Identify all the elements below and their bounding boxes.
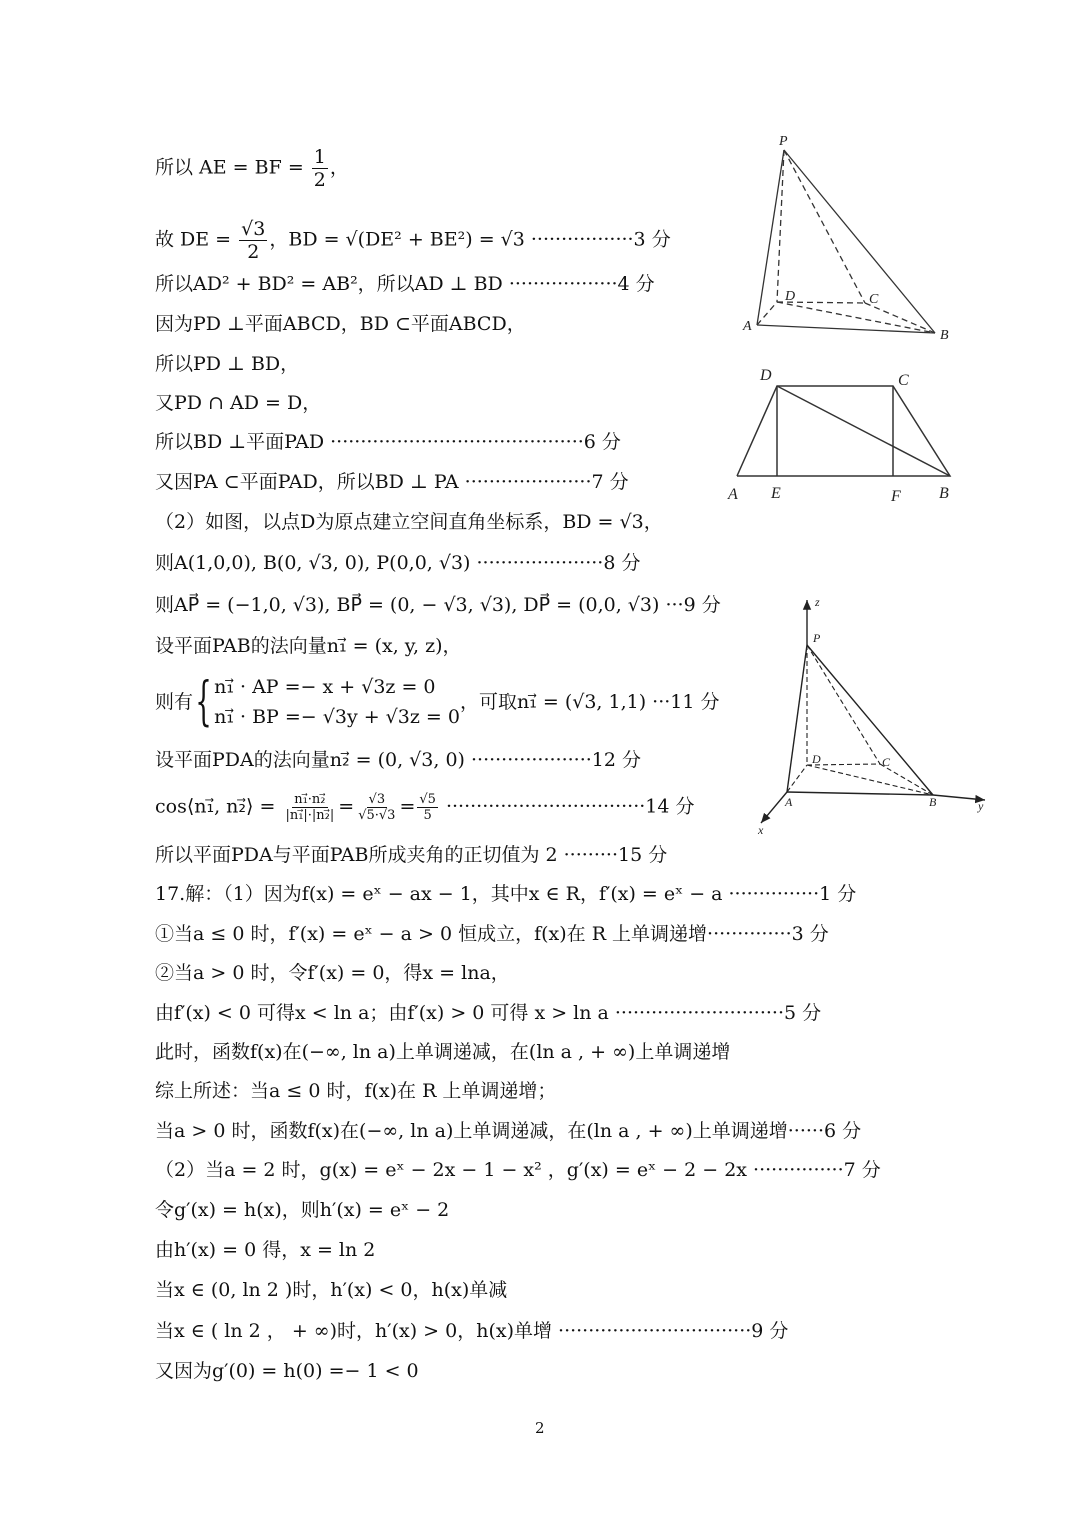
text-line: 又因PA ⊂平面PAD，所以BD ⊥ PA ·····················7 分	[155, 471, 629, 493]
denominator: 5	[423, 808, 432, 823]
numerator: √3	[368, 792, 386, 807]
text-line: 17.解：（1）因为f(x) = eˣ − ax − 1，其中x ∈ R，f′(x) = eˣ − a ···············1 分	[155, 883, 857, 905]
text-line: 又PD ∩ AD = D，	[155, 392, 322, 414]
text-line: 当a > 0 时，函数f(x)在(−∞, ln a)上单调递减，在(ln a , + ∞)上单调递增······6 分	[155, 1120, 862, 1142]
text: ，可取n₁⃗ = (√3, 1,1) ···11 分	[459, 691, 720, 713]
label-e: E	[771, 485, 781, 502]
label-y-axis: y	[978, 799, 984, 813]
coordinate-figure	[761, 600, 985, 823]
text-line: （2）当a = 2 时，g(x) = eˣ − 2x − 1 − x² ，g′(x) = eˣ − 2 − 2x ···············7 分	[155, 1159, 881, 1181]
text-line: ①当a ≤ 0 时，f′(x) = eˣ − a > 0 恒成立，f(x)在 R 上单调递增··············3 分	[155, 923, 829, 945]
equals: =	[399, 795, 416, 818]
brace: {	[195, 672, 212, 732]
pyramid-figure	[757, 150, 935, 333]
text-line: 又因为g′(0) = h(0) =− 1 < 0	[155, 1360, 419, 1382]
text-line: 因为PD ⊥平面ABCD，BD ⊂平面ABCD，	[155, 313, 526, 335]
text-line: 则A(1,0,0), B(0, √3, 0), P(0,0, √3) ·····················8 分	[155, 552, 641, 574]
label-a: A	[785, 795, 793, 809]
text: 则有	[155, 691, 194, 713]
text-line: 由h′(x) = 0 得，x = ln 2	[155, 1239, 376, 1261]
label-c: C	[898, 372, 909, 389]
label-d: D	[812, 752, 821, 766]
equals: =	[338, 795, 355, 818]
label-c: C	[882, 755, 891, 769]
text-line: （2）如图，以点D为原点建立空间直角坐标系，BD = √3，	[155, 511, 663, 533]
label-z-axis: z	[815, 595, 820, 609]
label-b: B	[939, 485, 949, 502]
label-b: B	[929, 795, 937, 809]
text: cos⟨n₁⃗, n₂⃗⟩ =	[155, 795, 282, 818]
text-line: 则AP⃗ = (−1,0, √3), BP⃗ = (0, − √3, √3), DP⃗ = (0,0, √3) ···9 分	[155, 594, 721, 616]
text: ，	[329, 156, 349, 179]
label-p: P	[813, 631, 821, 645]
label-b: B	[940, 328, 949, 343]
label-d: D	[760, 367, 772, 384]
text-line: 由f′(x) < 0 可得x < ln a；由f′(x) > 0 可得 x > ln a ····························5 分	[155, 1002, 822, 1024]
numerator: n₁⃗·n₂⃗	[294, 792, 326, 807]
numerator: 1	[313, 146, 326, 168]
label-x-axis: x	[758, 823, 764, 837]
denominator: 2	[313, 169, 326, 191]
numerator: √5	[419, 792, 436, 807]
label-f: F	[891, 488, 901, 505]
label-c: C	[869, 292, 879, 307]
text-line: ②当a > 0 时，令f′(x) = 0，得x = lna，	[155, 962, 510, 984]
denominator: |n₁⃗|·|n₂⃗|	[285, 808, 335, 823]
text: 故 DE =	[155, 228, 238, 251]
label-a: A	[743, 319, 752, 334]
text-line: 此时，函数f(x)在(−∞, ln a)上单调递减，在(ln a , + ∞)上单调递增	[155, 1041, 731, 1063]
label-p: P	[779, 134, 788, 149]
text-line: 令g′(x) = h(x)，则h′(x) = eˣ − 2	[155, 1199, 450, 1221]
equation-row: n₁⃗ · BP =− √3y + √3z = 0	[214, 706, 460, 728]
numerator: √3	[241, 218, 266, 240]
text-line: 当x ∈ ( ln 2 ， + ∞)时，h′(x) > 0，h(x)单增 ································9 分	[155, 1320, 789, 1342]
text-line: 所以AD² + BD² = AB²，所以AD ⊥ BD ··················4 分	[155, 273, 655, 295]
label-a: A	[728, 486, 738, 503]
text-line: 所以平面PDA与平面PAB所成夹角的正切值为 2 ·········15 分	[155, 844, 668, 866]
trapezoid-figure	[737, 386, 950, 476]
page-number: 2	[535, 1419, 545, 1437]
text-line: 当x ∈ (0, ln 2 )时，h′(x) < 0，h(x)单减	[155, 1279, 508, 1301]
text: ·································14 分	[439, 795, 695, 818]
denominator: 2	[247, 241, 260, 263]
text-line: 所以BD ⊥平面PAD ··········································6 分	[155, 431, 621, 453]
text: 所以 AE = BF =	[155, 156, 310, 179]
text-line: 综上所述：当a ≤ 0 时，f(x)在 R 上单调递增；	[155, 1080, 557, 1102]
text-line: 设平面PAB的法向量n₁⃗ = (x, y, z)，	[155, 635, 462, 657]
text-line: 设平面PDA的法向量n₂⃗ = (0, √3, 0) ····················12 分	[155, 749, 641, 771]
equation-row: n₁⃗ · AP =− x + √3z = 0	[214, 676, 436, 698]
text-line: 所以PD ⊥ BD，	[155, 353, 300, 375]
label-d: D	[785, 289, 796, 304]
text: ，BD = √(DE² + BE²) = √3 ·················3 分	[269, 228, 671, 251]
denominator: √5·√3	[358, 808, 396, 823]
